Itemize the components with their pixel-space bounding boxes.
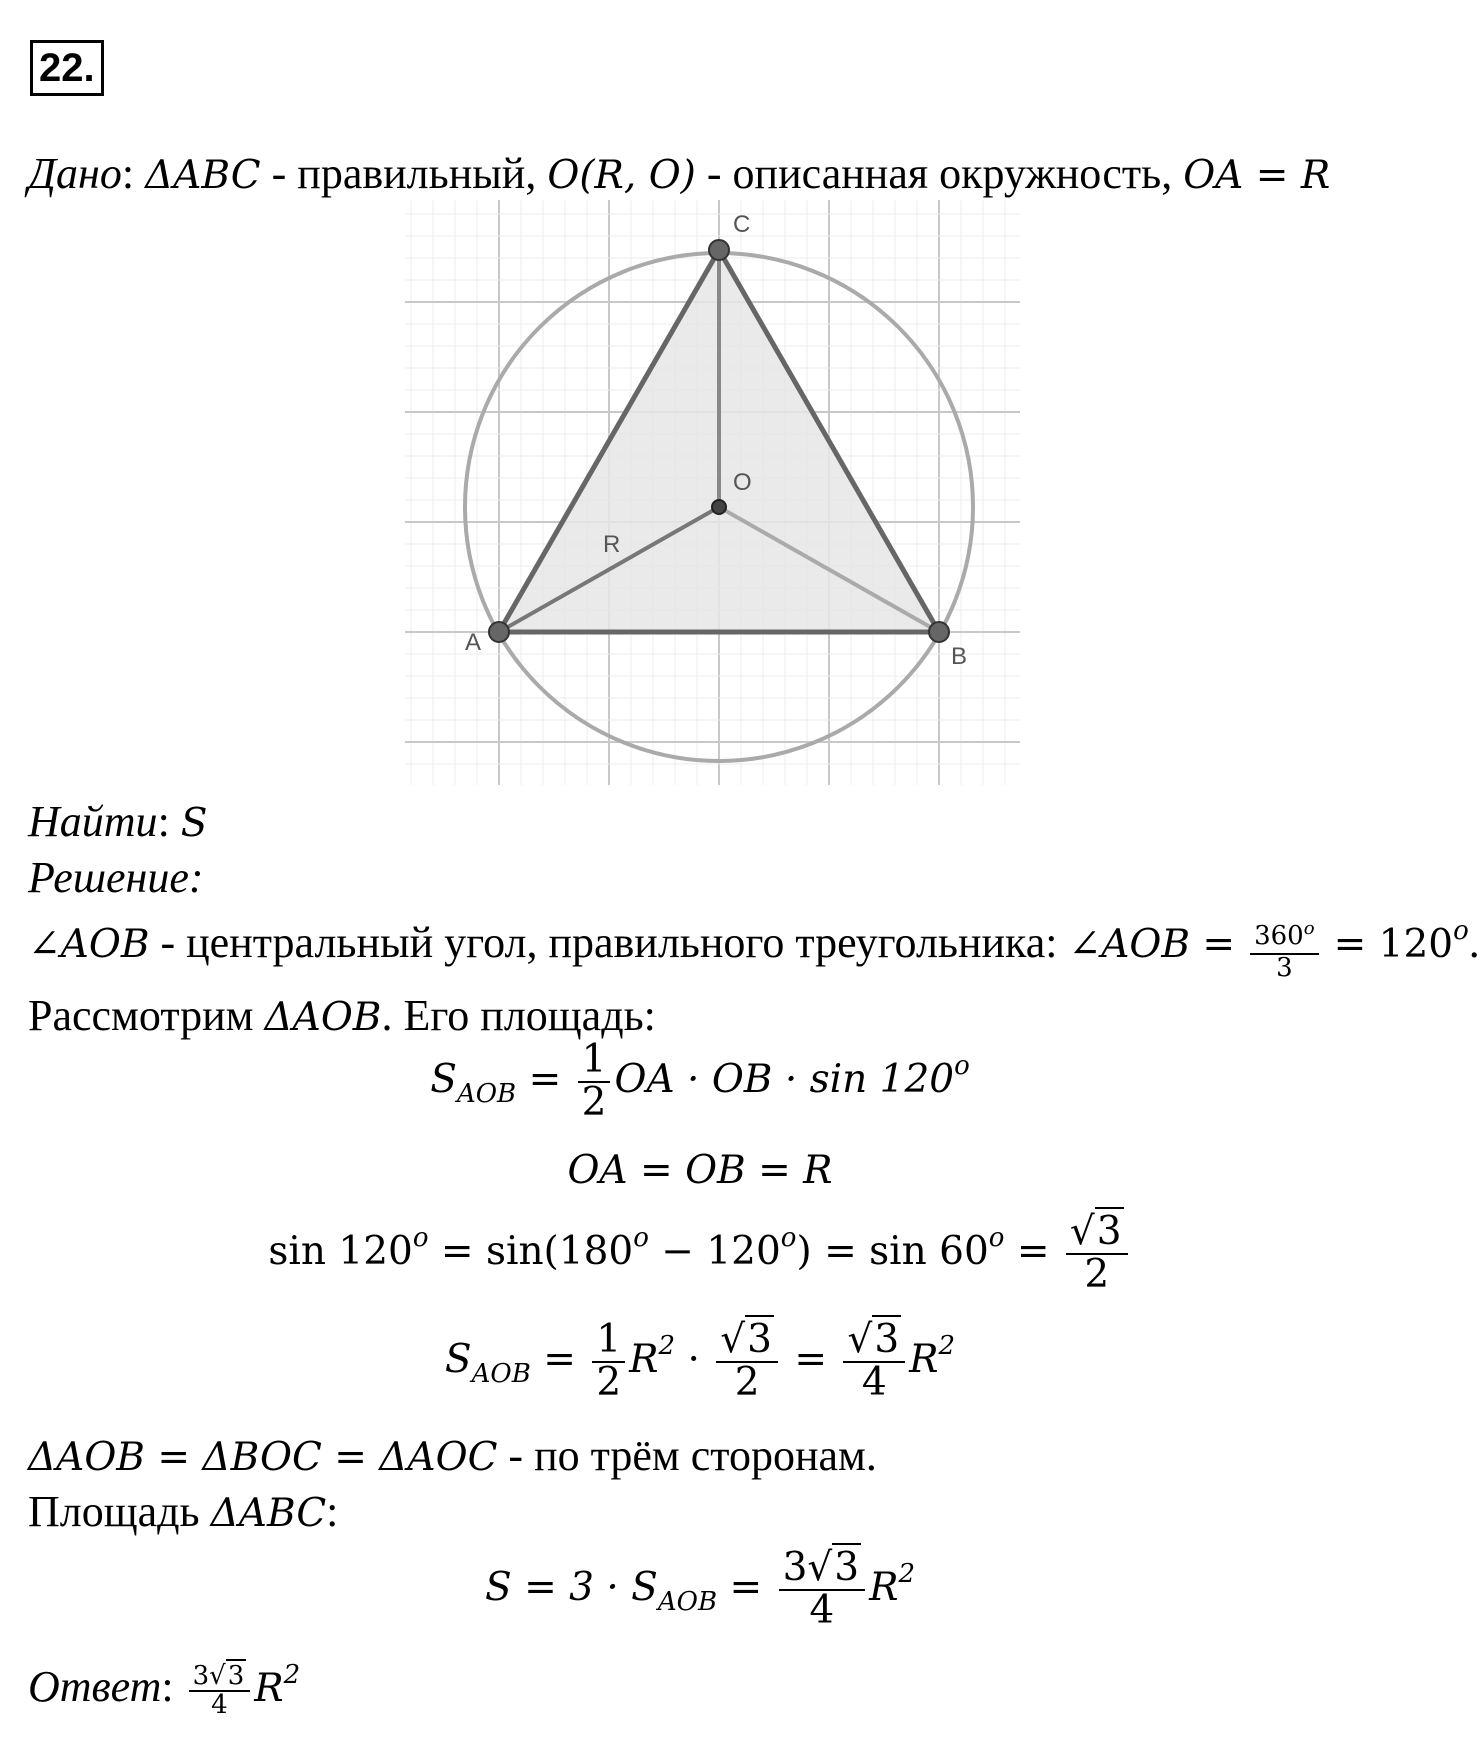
equation-oa-ob: OA = OB = R [567,1148,833,1193]
triangle-circle-figure [405,200,1020,785]
point-c [709,240,729,260]
problem-number: 22. [30,40,104,96]
point-b [929,622,949,642]
equation-total-area: $S = 3 \cdot S_{AOB}$ = $\frac{3√3}{4}$ $R^2$ [484,1545,916,1633]
solution-label: Решение: [28,853,204,902]
answer-line: Ответ: $\frac{3√3}{4}$ $R^2$ [28,1660,301,1720]
equation-area-2: $S_{AOB}$ = $\frac{1}{2}$ $R^2$ · $\frac{√3}{2}$ = $\frac{√3}{4}$ $R^2$ [444,1317,956,1405]
given-triangle: ΔABC [145,153,261,198]
given-label: Дано [28,149,122,198]
given-line: Дано: ΔABC - правильный, O(R, O) - описанная окружность, OA = R [28,149,1331,198]
point-o [712,500,726,514]
label-b: B [951,643,968,670]
given-text2: - описанная окружность, [695,149,1184,198]
equation-area-1: $S_{AOB}$ = $\frac{1}{2}$ OA · OB · sin 120$^o$ [430,1037,970,1125]
equation-sin: $\sin 120^o = \sin(180^o - 120^o) = \sin 60^o$ = $\frac{√3}{2}$ [0,1212,1400,1296]
label-c: C [733,211,751,238]
area-abc-line: Площадь ΔABC: [28,1487,339,1536]
find-value: S [180,801,208,846]
congruence-line: ΔAOB = ΔBOC = ΔAOC - по трём сторонам. [28,1431,877,1480]
given-relation: OA = R [1183,153,1331,198]
given-text1: - правильный, [260,149,548,198]
label-o: O [733,469,752,496]
find-label: Найти [28,797,158,846]
label-a: A [465,629,482,656]
central-angle-line: ∠AOB - центральный угол, правильного треугольника: ∠AOB = $\frac{360^o}{3}$ = $120^o$. [28,912,1480,982]
label-r: R [603,531,621,558]
given-circle: O(R, O) [547,153,696,198]
point-a [489,622,509,642]
consider-line: Рассмотрим ΔAOB. Его площадь: [28,991,656,1040]
find-line: Найти: S [28,797,208,846]
fraction-360-3: $\frac{360^o}{3}$ [1250,912,1318,982]
